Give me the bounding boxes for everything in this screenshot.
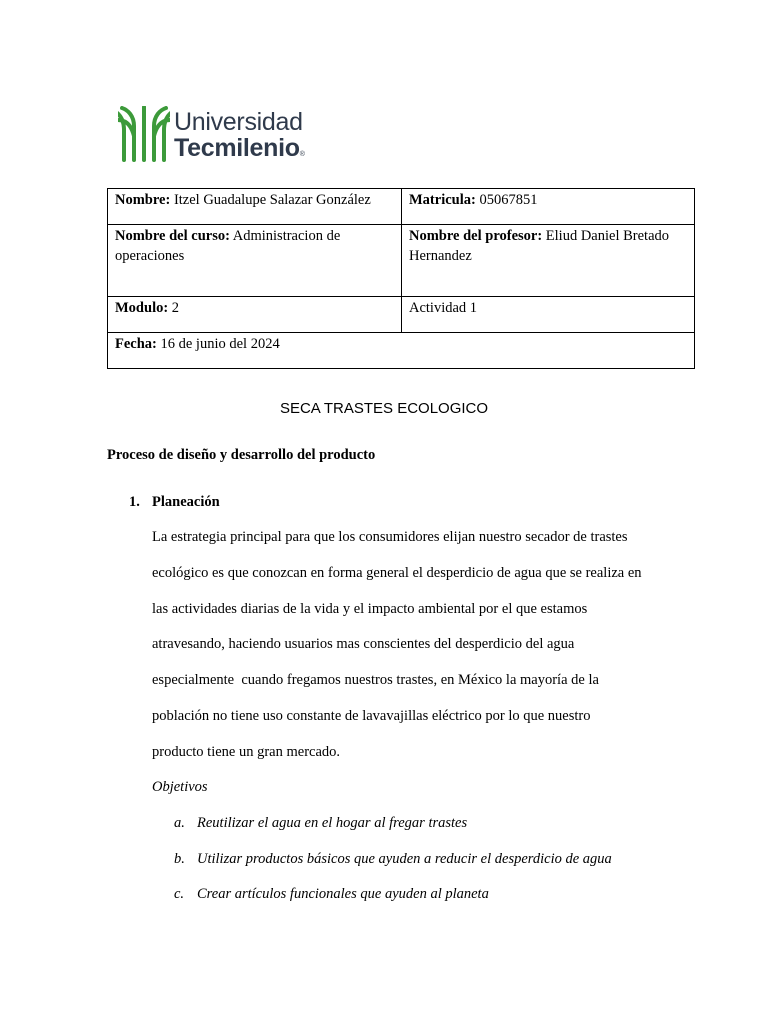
module-value: 2 — [171, 300, 180, 316]
date-label: Fecha: — [115, 336, 157, 352]
objective-text: Crear artículos funcionales que ayuden al planeta — [197, 886, 489, 902]
document-title: SECA TRASTES ECOLOGICO — [279, 400, 489, 417]
module-label: Modulo: — [115, 300, 169, 316]
activity-value: Actividad 1 — [409, 300, 478, 316]
section-heading: Proceso de diseño y desarrollo del producto — [107, 447, 376, 463]
course-label: Nombre del curso: — [115, 228, 230, 244]
course-cell — [108, 225, 402, 297]
university-logo — [118, 106, 318, 164]
id-cell — [402, 189, 695, 225]
paragraph-line: especialmente cuando fregamos nuestros trastes, en México la mayoría de la — [152, 672, 599, 689]
name-label: Nombre: — [115, 192, 171, 208]
objective-marker: a. — [174, 815, 185, 831]
step-paragraph — [152, 520, 682, 771]
logo-mark-icon — [118, 106, 170, 162]
paragraph-line: La estrategia principal para que los consumidores elijan nuestro secador de trastes — [152, 529, 628, 545]
activity-cell — [402, 297, 695, 333]
name-cell — [108, 189, 402, 225]
id-value: 05067851 — [479, 192, 538, 208]
objectives-heading: Objetivos — [152, 779, 208, 795]
objective-text: Reutilizar el agua en el hogar al fregar trastes — [197, 815, 468, 831]
name-value: Itzel Guadalupe Salazar González — [173, 192, 371, 208]
paragraph-line: población no tiene uso constante de lavavajillas eléctrico por lo que nuestro — [152, 707, 591, 724]
date-value: 16 de junio del 2024 — [160, 336, 280, 352]
logo-line-1: Universidad — [174, 108, 303, 136]
module-cell — [108, 297, 402, 333]
course-value: Administracion de operaciones — [115, 228, 341, 264]
date-cell — [108, 333, 695, 369]
teacher-label: Nombre del profesor: — [409, 228, 543, 244]
paragraph-line: las actividades diarias de la vida y el impacto ambiental por el que estamos — [152, 600, 588, 617]
step-title: Planeación — [152, 494, 220, 510]
objective-marker: b. — [174, 851, 185, 867]
paragraph-line: atravesando, haciendo usuarios mas conscientes del desperdicio del agua — [152, 636, 575, 653]
teacher-cell — [402, 225, 695, 297]
paragraph-line: ecológico es que conozcan en forma general el desperdicio de agua que se realiza en — [152, 564, 642, 581]
teacher-value: Eliud Daniel Bretado Hernandez — [409, 228, 670, 264]
paragraph-line: producto tiene un gran mercado. — [152, 743, 341, 760]
student-info-table — [107, 188, 695, 369]
id-label: Matricula: — [409, 192, 476, 208]
logo-line-2: Tecmilenio — [174, 134, 300, 162]
objective-text: Utilizar productos básicos que ayuden a reducir el desperdicio de agua — [197, 851, 612, 867]
logo-registered-mark: ® — [299, 151, 305, 158]
step-number: 1. — [129, 494, 140, 510]
objective-marker: c. — [174, 886, 185, 902]
